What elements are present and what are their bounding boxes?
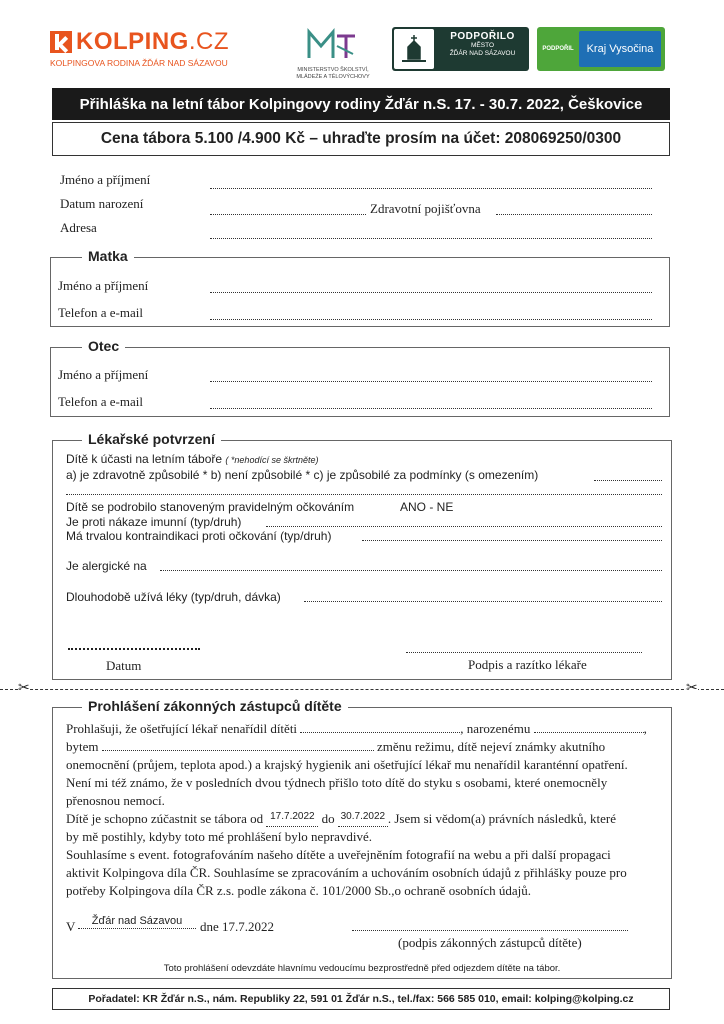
kolping-wordmark: KOLPING	[76, 28, 189, 55]
decl-p3: onemocnění (průjem, teplota apod.) a krajský hygienik ani ošetřující lékař mu nenařídil karanténní opatření.	[66, 757, 628, 772]
medical-fitness-options: a) je zdravotně způsobilé * b) není způsobilé * c) je způsobilé za podmínky (s omezením)	[66, 468, 539, 482]
kolping-logo	[50, 28, 229, 68]
medical-line1-note: ( *nehodící se škrtněte)	[225, 455, 319, 465]
fitness-condition-field-2[interactable]	[66, 482, 662, 495]
vacc-answer[interactable]: ANO - NE	[400, 500, 454, 514]
kraj-name: Kraj Vysočina	[579, 31, 661, 67]
address-field[interactable]	[210, 226, 652, 239]
father-contact-field[interactable]	[210, 396, 652, 409]
contra-field[interactable]	[362, 528, 662, 541]
decl-p8: Souhlasíme s event. fotografováním našeho dítěte a uveřejněním fotografií na webu a při další propagaci	[66, 847, 611, 862]
zdar-supported: PODPOŘILO	[450, 31, 515, 42]
price-banner: Cena tábora 5.100 /4.900 Kč – uhraďte prosím na účet: 208069250/0300	[52, 122, 670, 156]
father-name-label: Jméno a příjmení	[58, 367, 149, 382]
vacc-label: Dítě se podrobilo stanoveným pravidelným očkováním	[66, 500, 355, 514]
address-label: Adresa	[60, 220, 97, 235]
kolping-tld: .CZ	[188, 28, 230, 55]
kraj-vysocina-logo	[537, 27, 665, 71]
parents-signature-label: (podpis zákonných zástupců dítěte)	[398, 935, 582, 950]
allergy-field[interactable]	[160, 558, 662, 571]
medical-heading: Lékařské potvrzení	[82, 431, 221, 447]
allergy-label: Je alergické na	[66, 559, 147, 573]
decl-p2a: bytem	[66, 739, 99, 754]
decl-p2b: změnu režimu, dítě nejeví známky akutního	[377, 739, 606, 754]
scissors-right-icon: ✂	[686, 681, 698, 696]
father-name-field[interactable]	[210, 369, 652, 382]
child-dob-field[interactable]	[210, 202, 366, 215]
decl-p1b: , narozenému	[460, 721, 531, 736]
parents-signature-field[interactable]	[352, 918, 628, 931]
medical-line1-text: Dítě k účasti na letním táboře	[66, 452, 223, 466]
kraj-supported: PODPOŘIL	[542, 46, 574, 52]
child-name-label: Jméno a příjmení	[60, 172, 151, 187]
declaration-heading: Prohlášení zákonných zástupců dítěte	[82, 698, 348, 714]
doctor-signature-label: Podpis a razítko lékaře	[468, 657, 587, 672]
father-heading: Otec	[82, 338, 125, 354]
organizer-footer: Pořadatel: KR Žďár n.S., nám. Republiky 22, 591 01 Žďár n.S., tel./fax: 566 585 010, email: kolping@kolping.cz	[52, 988, 670, 1010]
place-prefix: V	[66, 919, 76, 934]
mother-name-field[interactable]	[210, 280, 652, 293]
decl-address-field[interactable]	[102, 740, 374, 751]
mother-contact-label: Telefon a e-mail	[58, 305, 143, 320]
msmt-caption-1: MINISTERSTVO ŠKOLSTVÍ,	[297, 67, 369, 73]
father-contact-label: Telefon a e-mail	[58, 394, 143, 409]
msmt-logo	[282, 26, 384, 81]
medical-date-label: Datum	[106, 658, 142, 673]
decl-p1a: Prohlašuji, že ošetřující lékař nenařídil dítěti	[66, 721, 298, 736]
child-name-field[interactable]	[210, 176, 652, 189]
decl-child-name-field[interactable]	[300, 722, 460, 733]
zdar-church-icon	[394, 29, 434, 69]
contra-label: Má trvalou kontraindikaci proti očkování (typ/druh)	[66, 529, 332, 543]
declaration-date[interactable]: dne 17.7.2022	[200, 919, 275, 934]
decl-p9: aktivit Kolpingova díla ČR. Souhlasíme se zpracováním a uchováním osobních údajů z přihlášky pouze pro	[66, 865, 627, 880]
cut-line	[0, 689, 724, 690]
declaration-line1: Prohlašuji, že ošetřující lékař nenařídil dítěti , narozenému ,	[66, 721, 647, 736]
insurance-label: Zdravotní pojišťovna	[370, 201, 481, 216]
declaration-note: Toto prohlášení odevzdáte hlavnímu vedoucímu bezprostředně před odjezdem dítěte na tábor.	[163, 963, 561, 974]
mother-heading: Matka	[82, 248, 134, 264]
decl-p5: přenosnou nemocí.	[66, 793, 165, 808]
camp-date-from[interactable]: 17.7.2022	[266, 808, 318, 827]
medical-date-field[interactable]	[68, 637, 200, 650]
immune-field[interactable]	[266, 514, 662, 527]
child-dob-label: Datum narození	[60, 196, 144, 211]
fitness-condition-field[interactable]	[594, 468, 662, 481]
meds-field[interactable]	[304, 589, 662, 602]
decl-p7: by mě postihly, kdyby toto mé prohlášení bylo nepravdivé.	[66, 829, 373, 844]
medical-line1	[66, 452, 318, 466]
form-title: Přihláška na letní tábor Kolpingovy rodiny Žďár n.S. 17. - 30.7. 2022, Češkovice	[52, 88, 670, 120]
scissors-left-icon: ✂	[18, 681, 30, 696]
kolping-k-icon	[50, 31, 72, 53]
decl-p6a: Dítě je schopno zúčastnit se tábora od	[66, 811, 264, 826]
zdar-logo	[392, 27, 529, 71]
place-field[interactable]: Žďár nad Sázavou	[78, 915, 196, 929]
msmt-emblem-icon	[303, 26, 363, 62]
decl-p6b: do	[321, 811, 335, 826]
msmt-caption-2: MLÁDEŽE A TĚLOVÝCHOVY	[296, 74, 370, 80]
declaration-line2	[66, 738, 666, 756]
doctor-signature-field[interactable]	[406, 640, 642, 653]
decl-p4: Není mi též známo, že v posledních dvou týdnech přišlo toto dítě do styku s osobami, které onemocněly	[66, 775, 608, 790]
kolping-subtitle: KOLPINGOVA RODINA ŽĎÁR NAD SÁZAVOU	[50, 58, 228, 68]
mother-contact-field[interactable]	[210, 307, 652, 320]
mother-name-label: Jméno a příjmení	[58, 278, 149, 293]
zdar-town-name: ŽĎÁR NAD SÁZAVOU	[449, 50, 516, 57]
immune-label: Je proti nákaze imunní (typ/druh)	[66, 515, 242, 529]
camp-date-to[interactable]: 30.7.2022	[338, 808, 388, 827]
zdar-town: MĚSTO	[471, 42, 494, 49]
meds-label: Dlouhodobě užívá léky (typ/druh, dávka)	[66, 590, 281, 604]
decl-dob-field[interactable]	[534, 722, 644, 733]
insurance-field[interactable]	[496, 202, 652, 215]
decl-p6c: . Jsem si vědom(a) právních následků, které	[387, 811, 617, 826]
decl-p10: potřeby Kolpingova díla ČR z.s. podle zákona č. 101/2000 Sb.,o ochraně osobních údajů.	[66, 883, 532, 898]
